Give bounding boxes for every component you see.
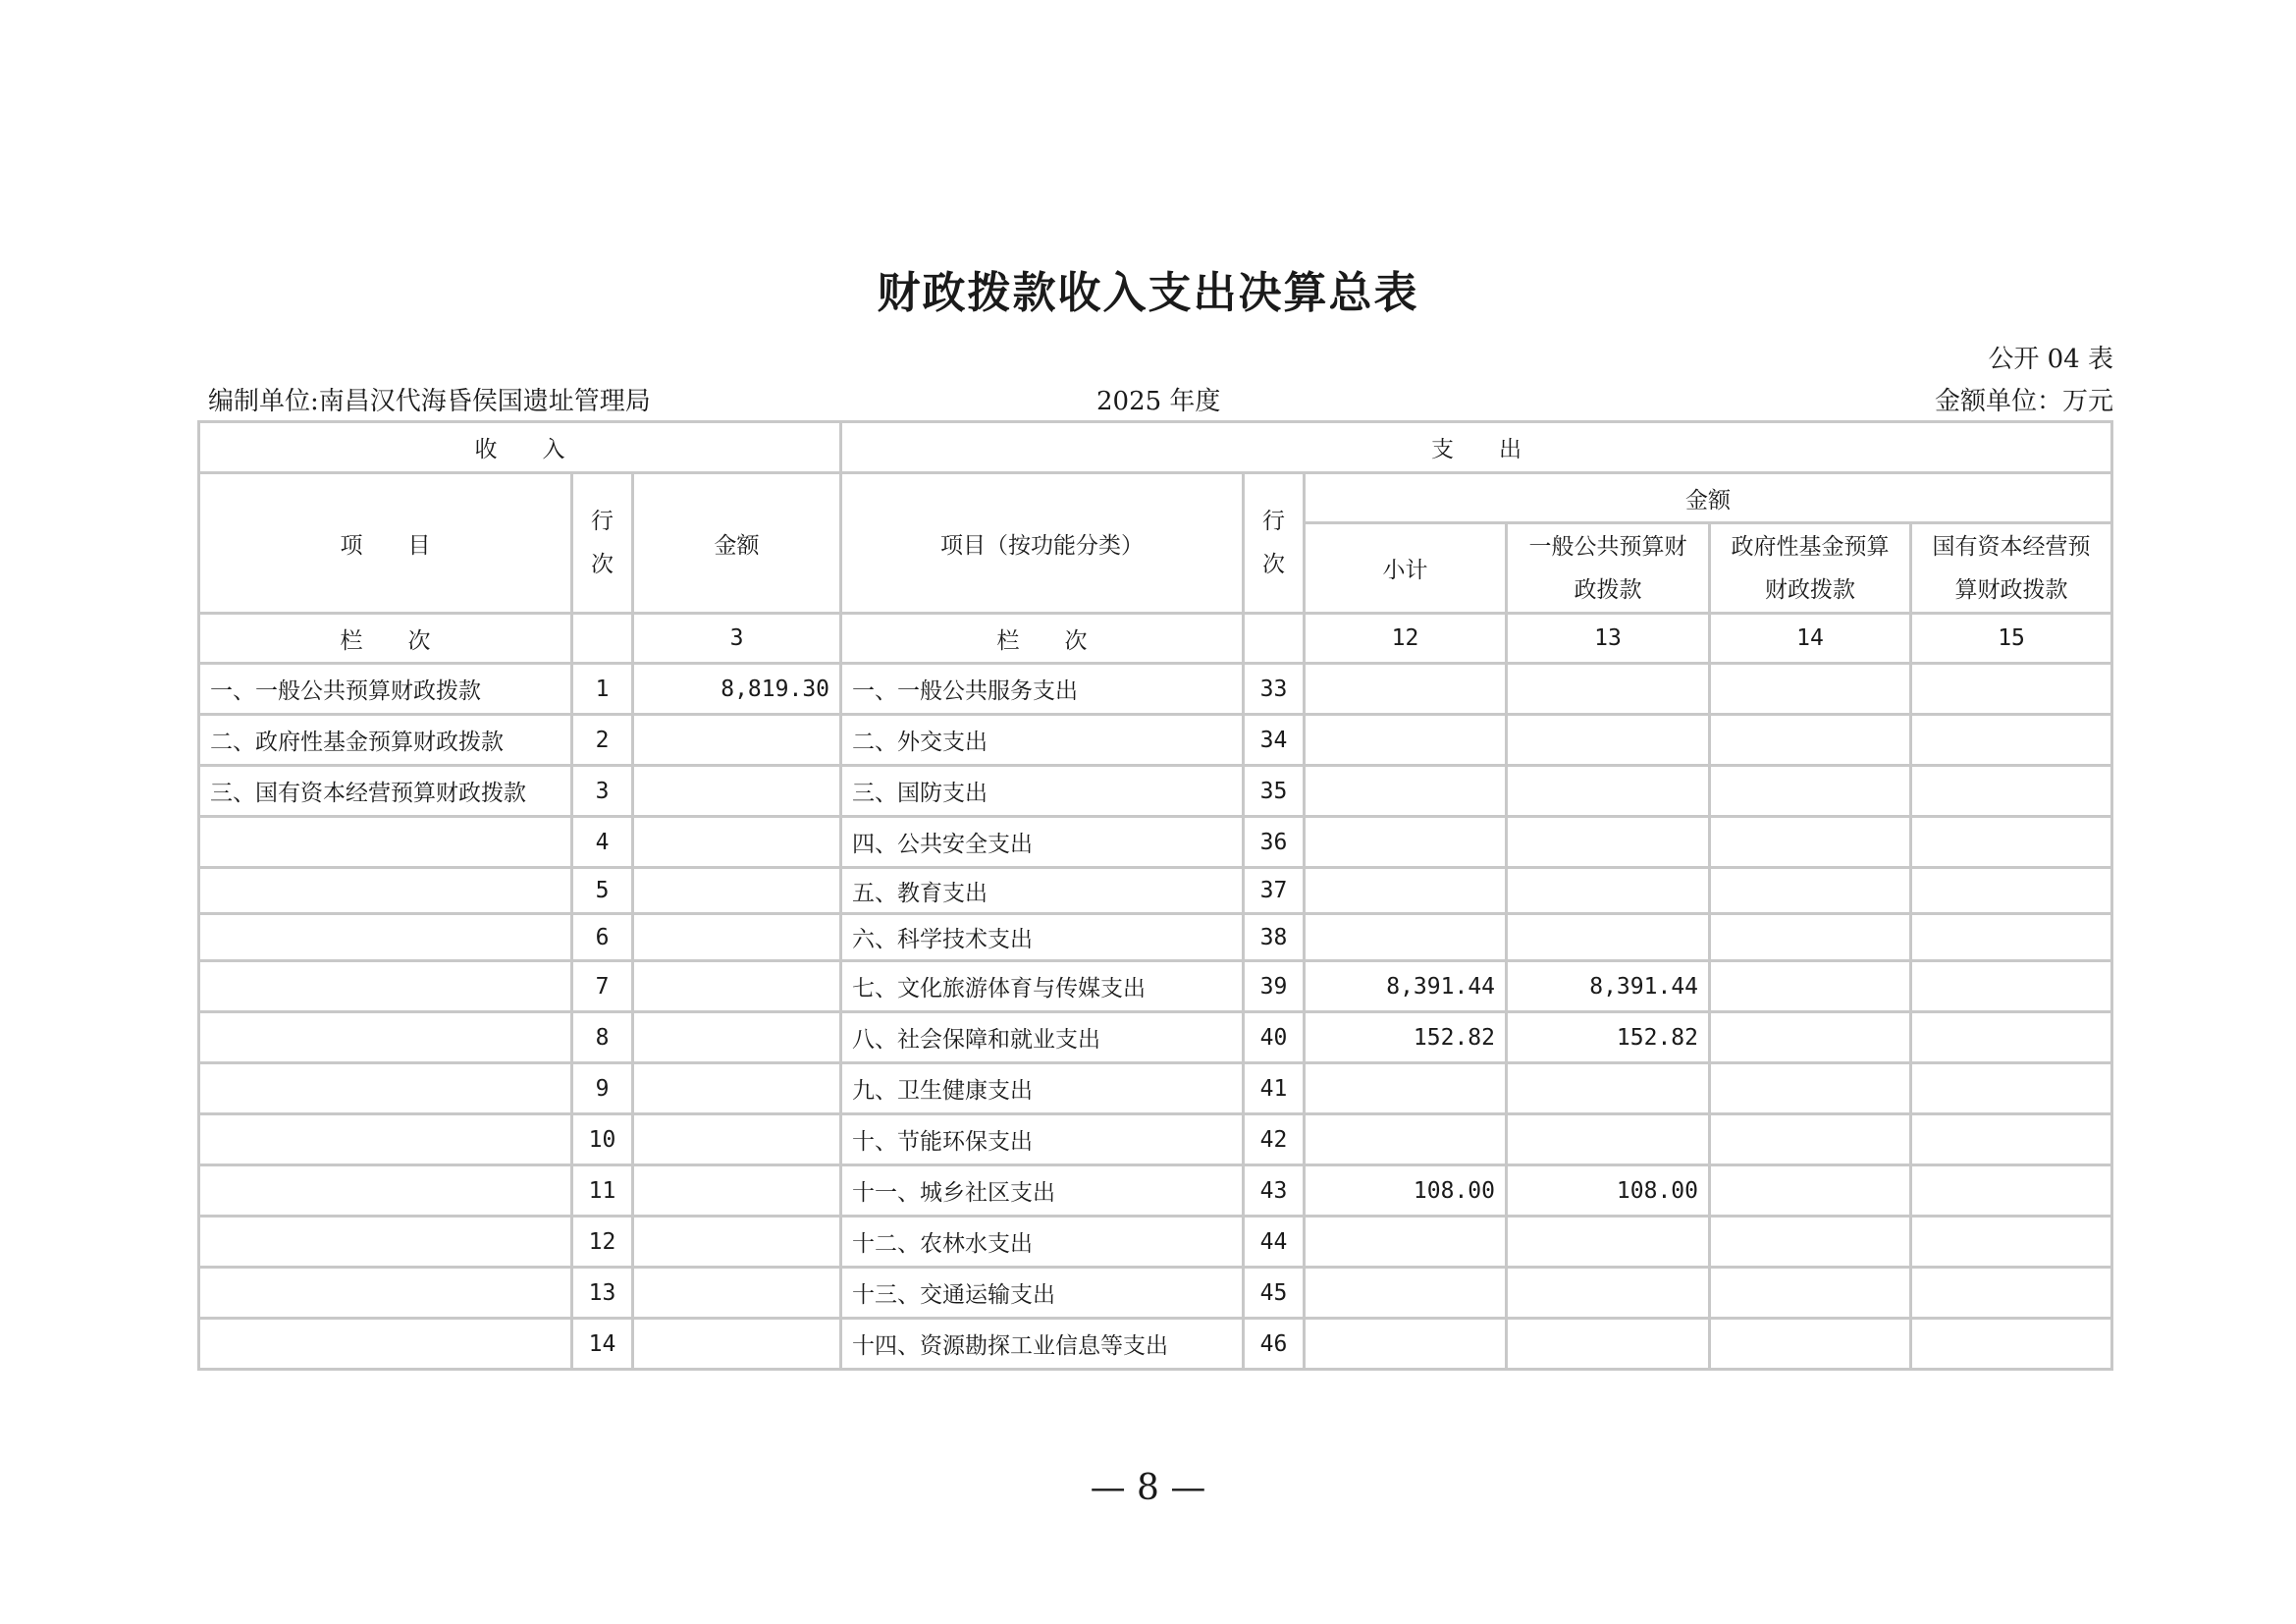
expense-item: 七、文化旅游体育与传媒支出: [841, 961, 1244, 1012]
income-amount: [633, 868, 841, 914]
expense-general-budget: 108.00: [1507, 1165, 1710, 1217]
expense-general-budget: 152.82: [1507, 1012, 1710, 1063]
column-index-label: 栏 次: [199, 614, 572, 664]
income-item: 一、一般公共预算财政拨款: [199, 664, 572, 715]
table-row: [199, 817, 2112, 868]
expense-item: 五、教育支出: [841, 868, 1244, 914]
income-item: [199, 961, 572, 1012]
expense-general-budget: [1507, 664, 1710, 715]
expense-row-no: 36: [1244, 817, 1305, 868]
income-row-no: 9: [572, 1063, 633, 1114]
income-amount: [633, 1012, 841, 1063]
expense-row-no: 45: [1244, 1268, 1305, 1319]
expense-subtotal: 152.82: [1305, 1012, 1507, 1063]
expense-subtotal: [1305, 1319, 1507, 1370]
income-row-no: 4: [572, 817, 633, 868]
col-header-row-no: 行 次: [572, 473, 633, 614]
expense-row-no: 43: [1244, 1165, 1305, 1217]
expense-state-capital: [1911, 664, 2112, 715]
expense-general-budget: [1507, 817, 1710, 868]
income-item: 二、政府性基金预算财政拨款: [199, 715, 572, 766]
income-amount: [633, 914, 841, 961]
expense-item: 二、外交支出: [841, 715, 1244, 766]
table-row: [199, 1268, 2112, 1319]
expense-gov-fund: [1710, 715, 1911, 766]
expense-item: 一、一般公共服务支出: [841, 664, 1244, 715]
expense-subtotal: [1305, 1217, 1507, 1268]
expense-general-budget: 8,391.44: [1507, 961, 1710, 1012]
expense-item: 三、国防支出: [841, 766, 1244, 817]
expense-row-no: 46: [1244, 1319, 1305, 1370]
fiscal-year: 2025 年度: [1096, 387, 1221, 416]
expense-subtotal: [1305, 868, 1507, 914]
expense-gov-fund: [1710, 1319, 1911, 1370]
expense-general-budget: [1507, 715, 1710, 766]
fiscal-report-table: [197, 420, 2113, 1371]
expense-row-no: 37: [1244, 868, 1305, 914]
expense-general-budget: [1507, 1319, 1710, 1370]
col-header-state-capital: 国有资本经营预 算财政拨款: [1911, 523, 2112, 614]
expense-subtotal: [1305, 715, 1507, 766]
expense-item: 十三、交通运输支出: [841, 1268, 1244, 1319]
income-row-no: 2: [572, 715, 633, 766]
expense-row-no: 39: [1244, 961, 1305, 1012]
income-row-no: 7: [572, 961, 633, 1012]
expense-item: 四、公共安全支出: [841, 817, 1244, 868]
income-item: [199, 1217, 572, 1268]
income-row-no: 6: [572, 914, 633, 961]
col-header-expense-amount: 金额: [1305, 473, 2112, 523]
expense-item: 十、节能环保支出: [841, 1114, 1244, 1165]
expense-state-capital: [1911, 766, 2112, 817]
expense-general-budget: [1507, 868, 1710, 914]
expense-row-no: 42: [1244, 1114, 1305, 1165]
document-title: 财政拨款收入支出决算总表: [877, 268, 1419, 318]
table-row: [199, 715, 2112, 766]
income-row-no: 10: [572, 1114, 633, 1165]
expense-item: 十一、城乡社区支出: [841, 1165, 1244, 1217]
col-header-subtotal: 小计: [1305, 523, 1507, 614]
table-row: [199, 766, 2112, 817]
table-row: [199, 1319, 2112, 1370]
expense-gov-fund: [1710, 664, 1911, 715]
column-index-3: 3: [633, 614, 841, 664]
income-row-no: 14: [572, 1319, 633, 1370]
expense-row-no: 41: [1244, 1063, 1305, 1114]
column-index-12: 12: [1305, 614, 1507, 664]
column-index-label-expense: 栏 次: [841, 614, 1244, 664]
expense-general-budget: [1507, 1268, 1710, 1319]
expense-subtotal: [1305, 664, 1507, 715]
expense-gov-fund: [1710, 1063, 1911, 1114]
expense-row-no: 34: [1244, 715, 1305, 766]
income-item: [199, 1114, 572, 1165]
income-item: [199, 914, 572, 961]
col-header-general-budget: 一般公共预算财 政拨款: [1507, 523, 1710, 614]
table-row: [199, 1012, 2112, 1063]
income-amount: [633, 715, 841, 766]
income-row-no: 8: [572, 1012, 633, 1063]
income-amount: 8,819.30: [633, 664, 841, 715]
expense-item: 十二、农林水支出: [841, 1217, 1244, 1268]
col-header-gov-fund: 政府性基金预算 财政拨款: [1710, 523, 1911, 614]
income-row-no: 13: [572, 1268, 633, 1319]
expense-item: 九、卫生健康支出: [841, 1063, 1244, 1114]
expense-state-capital: [1911, 1063, 2112, 1114]
col-header-amount: 金额: [633, 473, 841, 614]
expense-gov-fund: [1710, 817, 1911, 868]
expense-row-no: 40: [1244, 1012, 1305, 1063]
expense-general-budget: [1507, 1063, 1710, 1114]
income-amount: [633, 1114, 841, 1165]
column-index-blank: [572, 614, 633, 664]
income-row-no: 1: [572, 664, 633, 715]
expense-row-no: 35: [1244, 766, 1305, 817]
expense-subtotal: [1305, 817, 1507, 868]
income-item: 三、国有资本经营预算财政拨款: [199, 766, 572, 817]
expense-row-no: 33: [1244, 664, 1305, 715]
expense-subtotal: [1305, 914, 1507, 961]
expense-gov-fund: [1710, 914, 1911, 961]
expense-gov-fund: [1710, 1114, 1911, 1165]
expense-general-budget: [1507, 1217, 1710, 1268]
expense-state-capital: [1911, 1012, 2112, 1063]
expense-gov-fund: [1710, 766, 1911, 817]
col-header-item: 项 目: [199, 473, 572, 614]
form-number: 公开 04 表: [1988, 345, 2113, 374]
expense-item: 八、社会保障和就业支出: [841, 1012, 1244, 1063]
income-row-no: 12: [572, 1217, 633, 1268]
income-amount: [633, 1319, 841, 1370]
expense-item: 六、科学技术支出: [841, 914, 1244, 961]
expense-general-budget: [1507, 766, 1710, 817]
expense-gov-fund: [1710, 1165, 1911, 1217]
income-amount: [633, 1063, 841, 1114]
expense-subtotal: [1305, 1114, 1507, 1165]
income-item: [199, 1268, 572, 1319]
table-row: [199, 868, 2112, 914]
expense-subtotal: [1305, 1268, 1507, 1319]
page-number: — 8 —: [1090, 1468, 1206, 1508]
expense-row-no: 38: [1244, 914, 1305, 961]
column-index-blank-expense: [1244, 614, 1305, 664]
expense-gov-fund: [1710, 868, 1911, 914]
expense-state-capital: [1911, 1319, 2112, 1370]
table-row: [199, 1217, 2112, 1268]
expense-item: 十四、资源勘探工业信息等支出: [841, 1319, 1244, 1370]
expense-general-budget: [1507, 914, 1710, 961]
expense-state-capital: [1911, 1165, 2112, 1217]
expense-state-capital: [1911, 1217, 2112, 1268]
table-row: [199, 1063, 2112, 1114]
income-item: [199, 817, 572, 868]
income-amount: [633, 1165, 841, 1217]
column-index-15: 15: [1911, 614, 2112, 664]
expense-state-capital: [1911, 868, 2112, 914]
expense-state-capital: [1911, 1114, 2112, 1165]
expense-subtotal: [1305, 1063, 1507, 1114]
expense-gov-fund: [1710, 1217, 1911, 1268]
expense-state-capital: [1911, 914, 2112, 961]
expense-state-capital: [1911, 817, 2112, 868]
table-body: [199, 664, 2112, 1370]
expense-gov-fund: [1710, 1268, 1911, 1319]
currency-unit: 金额单位：万元: [1934, 387, 2113, 416]
income-row-no: 3: [572, 766, 633, 817]
income-amount: [633, 766, 841, 817]
table-row: [199, 664, 2112, 715]
expense-subtotal: [1305, 766, 1507, 817]
income-row-no: 11: [572, 1165, 633, 1217]
column-index-14: 14: [1710, 614, 1911, 664]
col-header-item-functional: 项目（按功能分类）: [841, 473, 1244, 614]
expense-gov-fund: [1710, 961, 1911, 1012]
expense-state-capital: [1911, 1268, 2112, 1319]
income-item: [199, 1063, 572, 1114]
income-item: [199, 1319, 572, 1370]
expense-row-no: 44: [1244, 1217, 1305, 1268]
table-row: [199, 914, 2112, 961]
expense-subtotal: 108.00: [1305, 1165, 1507, 1217]
expense-subtotal: 8,391.44: [1305, 961, 1507, 1012]
table-row: [199, 961, 2112, 1012]
expense-gov-fund: [1710, 1012, 1911, 1063]
table-row: [199, 1114, 2112, 1165]
column-index-13: 13: [1507, 614, 1710, 664]
income-item: [199, 868, 572, 914]
col-header-expense-row-no: 行 次: [1244, 473, 1305, 614]
income-amount: [633, 1217, 841, 1268]
income-item: [199, 1012, 572, 1063]
income-header: 收 入: [199, 422, 841, 473]
income-amount: [633, 961, 841, 1012]
table-row: [199, 1165, 2112, 1217]
expense-general-budget: [1507, 1114, 1710, 1165]
income-amount: [633, 1268, 841, 1319]
income-row-no: 5: [572, 868, 633, 914]
income-item: [199, 1165, 572, 1217]
income-amount: [633, 817, 841, 868]
expense-header: 支 出: [841, 422, 2112, 473]
expense-state-capital: [1911, 715, 2112, 766]
compiling-unit: 编制单位:南昌汉代海昏侯国遗址管理局: [208, 387, 651, 416]
expense-state-capital: [1911, 961, 2112, 1012]
